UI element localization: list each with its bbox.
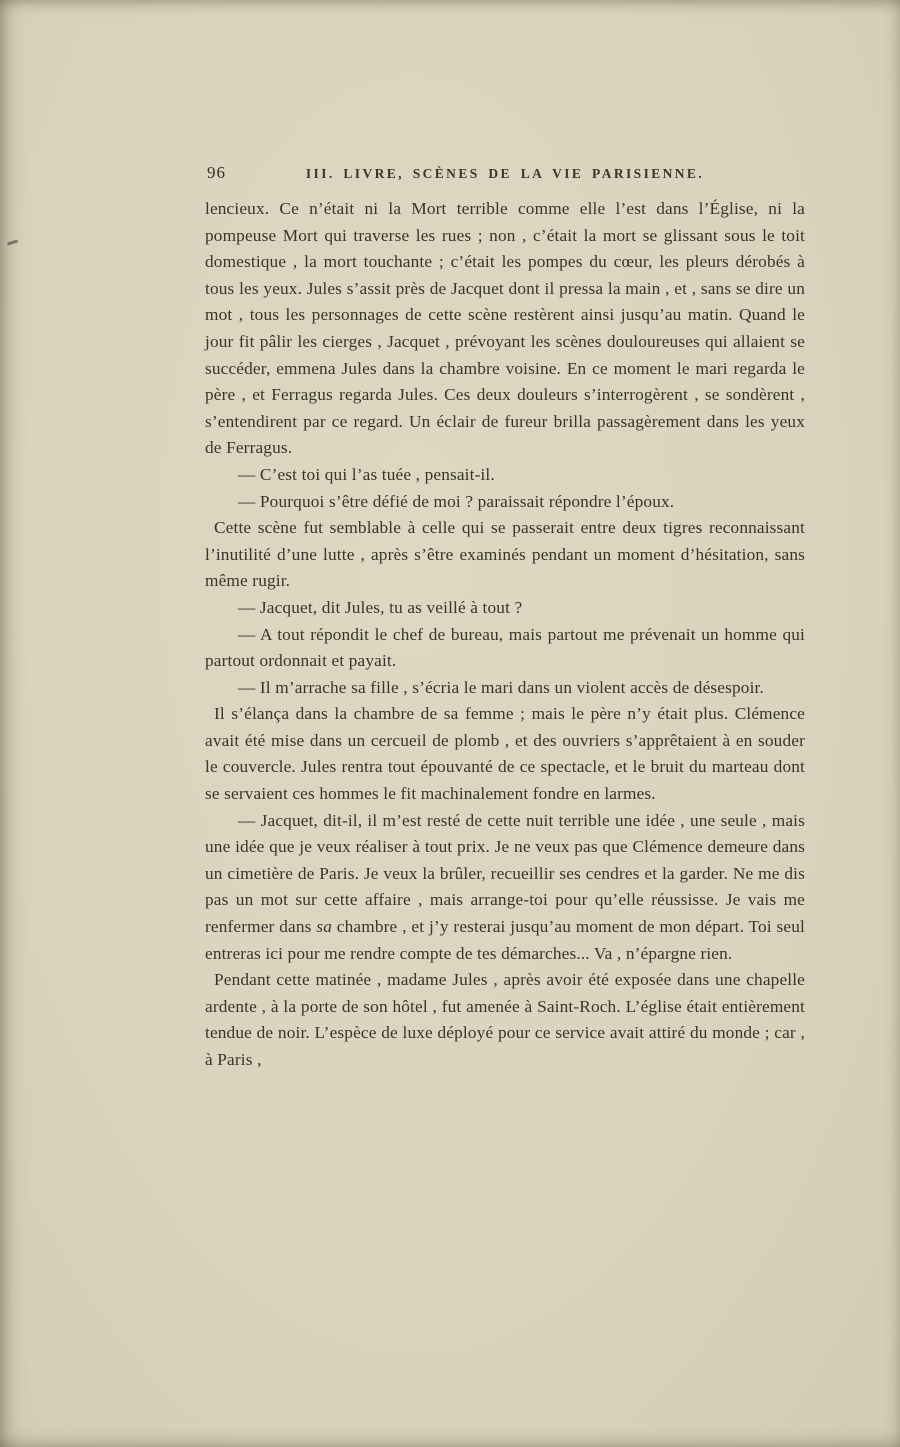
text-run: — Il m’arrache sa fille , s’écria le mari dans un violent accès de désespoir. [238,677,764,697]
text-run: — Jacquet, dit-il, il m’est resté de cette nuit terrible une idée , une seule , mais une idée que je veux réaliser à tout prix. Je ne veux pas que Clémence demeure dans un cimetière de Paris. Je veux la brûler, recueillir ses cendres et la garder. Ne me dis pas un mot sur cette affaire , mais arrange-toi pour qu’elle réussisse. Je vais me renfermer dans [205,810,805,937]
paragraph [205,489,805,516]
text-run: lencieux. Ce n’était ni la Mort terrible comme elle l’est dans l’Église, ni la pompeuse Mort qui traverse les rues ; non , c’était la mort se glissant sous le toit domestique , la mort touchante ; c’était les pompes du cœur, les pleurs dérobés à tous les yeux. Jules s’assit près de Jacquet dont il pressa la main , et , sans se dire un mot , tous les personnages de cette scène restèrent ainsi jusqu’au matin. Quand le jour fit pâlir les cierges , Jacquet , prévoyant les scènes douloureuses qui allaient se succéder, emmena Jules dans la chambre voisine. En ce moment le mari regarda le père , et Ferragus regarda Jules. Ces deux douleurs s’interrogèrent , se sondèrent , s’entendirent par ce regard. Un éclair de fureur brilla passagèrement dans les yeux de Ferragus. [205,199,805,458]
scan-artifact [7,239,18,245]
running-header [205,163,805,185]
text-run: chambre , et j’y resterai jusqu’au moment de mon départ. Toi seul entreras ici pour me rendre compte de tes démarches... Va , n’épargne rien. [205,917,805,963]
text-run: Il s’élança dans la chambre de sa femme ; mais le père n’y était plus. Clémence avait été mise dans un cercueil de plomb , et des ouvriers s’apprêtaient à en souder le couvercle. Jules rentra tout épouvanté de ce spectacle, et le bruit du marteau dont se servaient ces hommes le fit machinalement fondre en larmes. [205,704,805,804]
text-block [205,196,805,1074]
text-run: — Jacquet, dit Jules, tu as veillé à tout ? [238,597,523,617]
paragraph [205,967,805,1073]
paragraph [205,675,805,702]
page-number: 96 [207,163,226,182]
text-run: — A tout répondit le chef de bureau, mais partout me prévenait un homme qui partout ordonnait et payait. [205,624,805,671]
paragraph [205,595,805,622]
paragraph [205,622,805,675]
italic-text-run: sa [316,917,333,937]
text-run: Cette scène fut semblable à celle qui se passerait entre deux tigres reconnaissant l’inutilité d’une lutte , après s’être examinés pendant un moment d’hésitation, sans même rugir. [205,518,805,591]
paragraph [205,701,805,807]
text-run: Pendant cette matinée , madame Jules , après avoir été exposée dans une chapelle ardente , à la porte de son hôtel , fut amenée à Saint-Roch. L’église était entièrement tendue de noir. L’espèce de luxe déployé pour ce service avait attiré du monde ; car , à Paris , [205,970,805,1069]
text-run: — Pourquoi s’être défié de moi ? paraissait répondre l’époux. [238,491,675,511]
paragraph [205,808,805,968]
paragraph [205,462,805,489]
paragraph [205,515,805,595]
paragraph [205,196,805,462]
running-header-title: III. LIVRE, SCÈNES DE LA VIE PARISIENNE. [305,166,705,181]
text-run: — C’est toi qui l’as tuée , pensait-il. [238,464,495,484]
